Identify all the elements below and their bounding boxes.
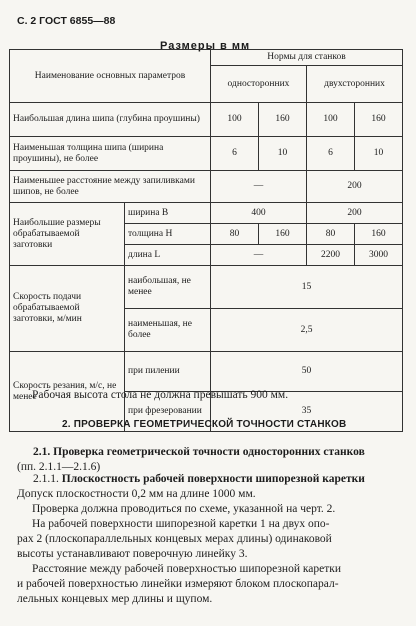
cell: 160 bbox=[259, 103, 307, 137]
cell: 160 bbox=[355, 224, 403, 245]
paragraph-line: лельных концевых мер длины и щупом. bbox=[17, 593, 213, 605]
paragraph-line: Проверка должна проводиться по схеме, указанной на черт. 2. bbox=[32, 503, 336, 515]
clause-number: 2.1.1. bbox=[33, 473, 62, 485]
paragraph-line: высоты устанавливают поверочную линейку 3. bbox=[17, 548, 248, 560]
cell: 35 bbox=[211, 392, 403, 432]
cell: 2,5 bbox=[211, 309, 403, 352]
cell: — bbox=[211, 171, 307, 203]
paragraph-line: и рабочей поверхностью линейки измеряют блоком плоскопарал- bbox=[17, 578, 339, 590]
row-cutting-speed-label: Скорость резания, м/с, не менее bbox=[10, 352, 125, 432]
header-two-sided: двухсторонних bbox=[307, 66, 403, 103]
subsection-2-1-1-title bbox=[33, 473, 365, 485]
cell: 160 bbox=[259, 224, 307, 245]
cell: 200 bbox=[307, 171, 403, 203]
cell: 50 bbox=[211, 352, 403, 392]
cell: 80 bbox=[211, 224, 259, 245]
header-one-sided: односторонних bbox=[211, 66, 307, 103]
page-header: С. 2 ГОСТ 6855—88 bbox=[17, 15, 116, 27]
row-max-workpiece-size-label: Наибольшие размеры обрабатываемой заготовки bbox=[10, 203, 125, 266]
parameters-table bbox=[9, 49, 403, 432]
sub-thickness-label: толщина H bbox=[125, 224, 211, 245]
height-note: Рабочая высота стола не должна превышать 900 мм. bbox=[32, 389, 289, 401]
subsection-2-1-refs: (пп. 2.1.1—2.1.6) bbox=[17, 461, 101, 473]
cell: — bbox=[211, 245, 307, 266]
cell: 6 bbox=[307, 137, 355, 171]
sub-length-label: длина L bbox=[125, 245, 211, 266]
section-2-heading: 2. ПРОВЕРКА ГЕОМЕТРИЧЕСКОЙ ТОЧНОСТИ СТАНКОВ bbox=[62, 419, 347, 430]
paragraph-line: Расстояние между рабочей поверхностью шипорезной каретки bbox=[32, 563, 341, 575]
cell: 160 bbox=[355, 103, 403, 137]
cell: 100 bbox=[211, 103, 259, 137]
cell: 6 bbox=[211, 137, 259, 171]
cell: 200 bbox=[307, 203, 403, 224]
row-min-distance-label: Наименьшее расстояние между запиливками шипов, не более bbox=[10, 171, 211, 203]
row-max-tenon-length-label: Наибольшая длина шипа (глубина проушины) bbox=[10, 103, 211, 137]
cell: 80 bbox=[307, 224, 355, 245]
cell: 10 bbox=[355, 137, 403, 171]
cell: 3000 bbox=[355, 245, 403, 266]
paragraph-line: Допуск плоскостности 0,2 мм на длине 1000 мм. bbox=[17, 488, 256, 500]
cell: 10 bbox=[259, 137, 307, 171]
row-feed-speed-label: Скорость подачи обрабатываемой заготовки, м/мин bbox=[10, 266, 125, 352]
cell: 100 bbox=[307, 103, 355, 137]
header-parameter-names: Наименование основных параметров bbox=[10, 50, 211, 103]
paragraph-line: рах 2 (плоскопараллельных концевых мерах длины) одинаковой bbox=[17, 533, 332, 545]
sub-max-label: наибольшая, не менее bbox=[125, 266, 211, 309]
cell: 2200 bbox=[307, 245, 355, 266]
sub-sawing-label: при пилении bbox=[125, 352, 211, 392]
table-caption: Размеры в мм bbox=[160, 40, 251, 52]
paragraph-line: На рабочей поверхности шипорезной каретки 1 на двух опо- bbox=[32, 518, 330, 530]
sub-milling-label: при фрезеровании bbox=[125, 392, 211, 432]
header-norms: Нормы для станков bbox=[211, 50, 403, 66]
cell: 400 bbox=[211, 203, 307, 224]
sub-width-label: ширина B bbox=[125, 203, 211, 224]
clause-title: Плоскостность рабочей поверхности шипорезной каретки bbox=[61, 473, 365, 485]
cell: 15 bbox=[211, 266, 403, 309]
row-min-tenon-thickness-label: Наименьшая толщина шипа (ширина проушины), не более bbox=[10, 137, 211, 171]
sub-min-label: наименьшая, не более bbox=[125, 309, 211, 352]
subsection-2-1-title: 2.1. Проверка геометрической точности односторонних станков bbox=[33, 446, 365, 458]
